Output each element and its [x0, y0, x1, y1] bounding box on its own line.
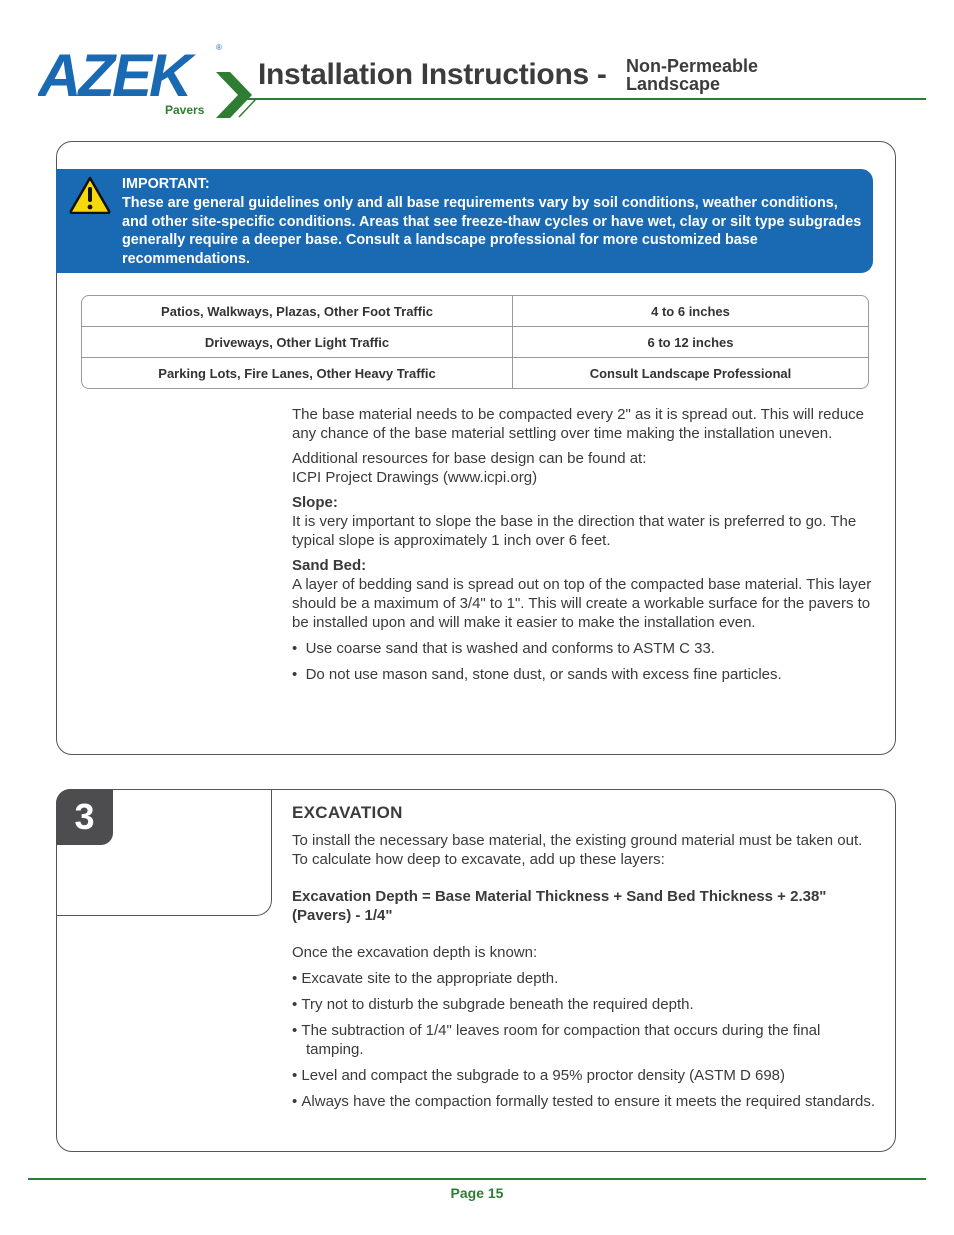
table-cell-use: Parking Lots, Fire Lanes, Other Heavy Traffic: [82, 358, 513, 388]
sand-bullet-list: [292, 639, 877, 684]
page-number: Page 15: [450, 1185, 504, 1201]
page-subtitle-line2: Landscape: [626, 74, 721, 94]
table-cell-depth: 4 to 6 inches: [513, 296, 868, 327]
table-cell-use: Patios, Walkways, Plazas, Other Foot Traffic: [82, 296, 513, 327]
warning-triangle-icon: [69, 176, 111, 214]
page-subtitle-line1: Non-Permeable: [626, 56, 759, 76]
page-subtitle: [626, 57, 758, 93]
compaction-paragraph: The base material needs to be compacted every 2" as it is spread out. This will reduce any chance of the base material settling over time making the installation uneven.: [292, 406, 865, 442]
resources-line: Additional resources for base design can be found at:: [292, 450, 647, 467]
page-title: Installation Instructions -: [258, 58, 607, 91]
list-item: • Use coarse sand that is washed and conforms to ASTM C 33.: [292, 640, 715, 657]
important-notice: [122, 175, 862, 269]
excavation-intro: To install the necessary base material, the existing ground material must be taken out. To calculate how deep to excavate, add up these layers:: [292, 832, 863, 868]
table-cell-depth: 6 to 12 inches: [513, 327, 868, 358]
table-row: [82, 296, 868, 327]
footer-rule: [28, 1178, 926, 1180]
list-item-text: Always have the compaction formally tested to ensure it meets the required standards.: [301, 1093, 876, 1110]
logo-registered: ®: [216, 43, 222, 52]
list-item-text: Level and compact the subgrade to a 95% proctor density (ASTM D 698): [301, 1067, 786, 1084]
logo-wordmark: AZEK: [38, 42, 190, 109]
resources-link-text: ICPI Project Drawings (www.icpi.org): [292, 469, 538, 486]
header-rule-slash: [234, 98, 264, 118]
list-item: • Excavate site to the appropriate depth.: [292, 970, 559, 987]
important-text: These are general guidelines only and all base requirements vary by soil conditions, weather conditions, and other site-specific conditions. Areas that see freeze-thaw cycles or have wet, clay or silt type subgrades generally require a deeper base. Consult a landscape professional for more customized base recommendations.: [122, 194, 862, 268]
list-item: • Try not to disturb the subgrade beneath the required depth.: [292, 996, 694, 1013]
step-number-badge: 3: [56, 789, 113, 845]
table-row: [82, 327, 868, 358]
list-item: • The subtraction of 1/4" leaves room for compaction that occurs during the final tamping.: [292, 1022, 821, 1058]
table-row: [82, 358, 868, 388]
base-depth-table: [81, 295, 869, 389]
base-material-text: [292, 405, 877, 684]
excavation-known: Once the excavation depth is known:: [292, 944, 538, 961]
excavation-text: [292, 803, 877, 1111]
slope-heading: Slope:: [292, 494, 338, 511]
list-item: • Level and compact the subgrade to a 95% proctor density (ASTM D 698): [292, 1067, 786, 1084]
slope-paragraph: It is very important to slope the base in the direction that water is preferred to go. The typical slope is approximately 1 inch over 6 feet.: [292, 513, 857, 549]
list-item: • Do not use mason sand, stone dust, or sands with excess fine particles.: [292, 666, 782, 683]
table-cell-depth: Consult Landscape Professional: [589, 365, 792, 381]
table-cell-use: Driveways, Other Light Traffic: [82, 327, 513, 358]
logo-subtitle: Pavers: [165, 103, 205, 117]
important-label: IMPORTANT:: [122, 176, 210, 192]
list-item: • Always have the compaction formally tested to ensure it meets the required standards.: [292, 1093, 876, 1110]
list-item-text: Do not use mason sand, stone dust, or sands with excess fine particles.: [305, 666, 782, 683]
sand-bed-paragraph: A layer of bedding sand is spread out on top of the compacted base material. This layer should be a maximum of 3/4" to 1". This will create a workable surface for the pavers to be installed upon and will make it easier to make the installation even.: [292, 576, 872, 631]
excavation-formula: Excavation Depth = Base Material Thickness + Sand Bed Thickness + 2.38" (Pavers) - 1/4": [292, 888, 827, 924]
azek-pavers-logo: [38, 40, 253, 120]
sand-bed-heading: Sand Bed:: [292, 557, 367, 574]
list-item-text: Excavate site to the appropriate depth.: [301, 970, 559, 987]
list-item-text: The subtraction of 1/4" leaves room for compaction that occurs during the final tamping.: [301, 1022, 821, 1058]
excavation-heading: EXCAVATION: [292, 803, 403, 822]
list-item-text: Use coarse sand that is washed and conforms to ASTM C 33.: [305, 640, 715, 657]
excavation-bullet-list: [292, 969, 877, 1111]
list-item-text: Try not to disturb the subgrade beneath the required depth.: [301, 996, 694, 1013]
header-rule: [238, 98, 926, 100]
